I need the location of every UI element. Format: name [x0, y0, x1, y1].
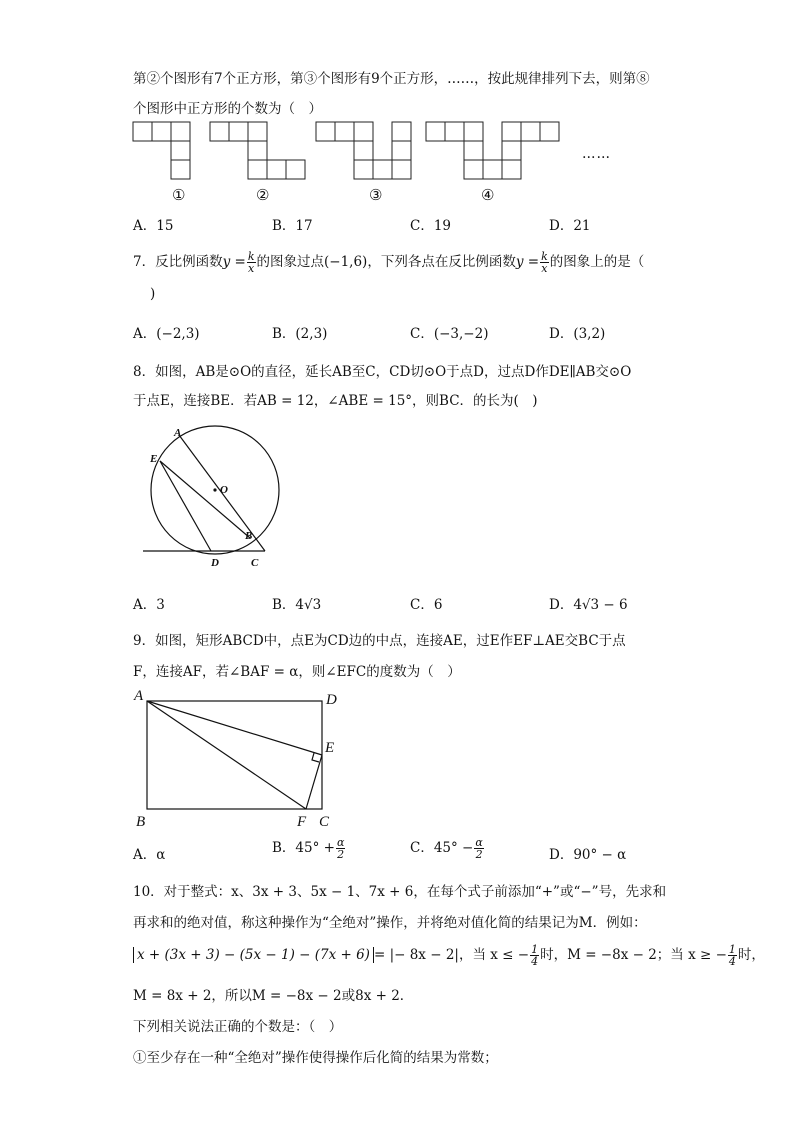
q8-option-d[interactable]: D．4√3 − 6	[549, 597, 628, 613]
q9-label-f: F	[297, 814, 307, 830]
q6-option-c[interactable]: C．19	[410, 218, 452, 234]
q8-option-c[interactable]: C．6	[410, 597, 443, 613]
q8-line1: 8．如图，AB是⊙O的直径，延长AB至C，CD切⊙O于点D，过点D作DE∥AB交⊙O	[133, 364, 632, 380]
q7-option-c[interactable]: C．(−3,−2)	[410, 326, 489, 342]
q6-option-a[interactable]: A．15	[133, 218, 174, 234]
q8-label-o: O	[220, 484, 228, 496]
q9-line2: F，连接AF，若∠BAF = α，则∠EFC的度数为（ ）	[133, 664, 461, 680]
q8-option-a[interactable]: A．3	[133, 597, 165, 613]
q7-line2: )	[150, 286, 156, 302]
q6-fig-label-3: ③	[369, 186, 383, 204]
q7-option-d[interactable]: D．(3,2)	[549, 326, 606, 342]
q7-line1: 7．反比例函数y = $\frac{k}{x}$ 的图象过点(−1,6)，下列各点在反比例函数y = $\frac{k}{x}$ 的图象上的是（	[133, 250, 645, 275]
q9-segment-af	[147, 701, 306, 809]
q9-label-a: A	[134, 688, 144, 704]
q10-line6: ①至少存在一种“全绝对”操作使得操作后化简的结果为常数；	[133, 1050, 498, 1066]
q9-segment-ef	[306, 755, 322, 809]
q9-label-d: D	[326, 692, 337, 708]
q6-fig-label-1: ①	[172, 186, 186, 204]
q9-label-b: B	[136, 814, 146, 830]
q6-option-b[interactable]: B．17	[272, 218, 313, 234]
q8-option-b[interactable]: B．4√3	[272, 597, 322, 613]
q7-option-b[interactable]: B．(2,3)	[272, 326, 328, 342]
q7-option-a[interactable]: A．(−2,3)	[133, 326, 200, 342]
q10-line4: M = 8x + 2，所以M = −8x − 2或8x + 2．	[133, 988, 414, 1004]
q9-option-c[interactable]: C．45° − $\frac{\alpha}{2}$	[410, 836, 483, 861]
q6-option-d[interactable]: D．21	[549, 218, 591, 234]
q9-label-e: E	[325, 740, 335, 756]
q10-line2: 再求和的绝对值，称这种操作为“全绝对”操作，并将绝对值化简的结果记为M．例如：	[133, 915, 647, 931]
q10-line3: x + (3x + 3) − (5x − 1) − (7x + 6) = |− 8x − 2|，当 x ≤ − $\frac{1}{4}$ 时，M = −8x − 2；当 x ≥ − $\frac{1}{4}$ 时，	[133, 943, 765, 967]
q9-option-b[interactable]: B．45° + $\frac{\alpha}{2}$	[272, 836, 345, 861]
q9-rectangle	[147, 701, 322, 809]
q9-option-a[interactable]: A．α	[133, 847, 166, 863]
q10-line1: 10．对于整式：x、3x + 3、5x − 1、7x + 6，在每个式子前添加“+”或“−”号，先求和	[133, 884, 667, 900]
q9-option-d[interactable]: D．90° − α	[549, 847, 627, 863]
q6-line2: 个图形中正方形的个数为（ ）	[133, 101, 322, 117]
q10-line5: 下列相关说法正确的个数是：（ ）	[133, 1019, 343, 1035]
q6-fig-label-4: ④	[481, 186, 495, 204]
q9-segment-ae	[147, 701, 322, 755]
q9-label-c: C	[319, 814, 330, 830]
q8-label-b: B	[245, 530, 253, 542]
q8-label-a: A	[174, 427, 182, 439]
q6-fig-label-2: ②	[256, 186, 270, 204]
q6-line1: 第②个图形有7个正方形，第③个图形有9个正方形，……，按此规律排列下去，则第⑧	[133, 71, 650, 87]
q9-line1: 9．如图，矩形ABCD中，点E为CD边的中点，连接AE，过E作EF⊥AE交BC于点	[133, 633, 626, 649]
q8-label-c: C	[251, 557, 259, 569]
q8-line2: 于点E，连接BE．若AB = 12，∠ABE = 15°，则BC．的长为( )	[133, 393, 538, 409]
q6-ellipsis: ……	[582, 146, 611, 162]
q8-label-e: E	[150, 453, 158, 465]
q8-label-d: D	[211, 557, 219, 569]
